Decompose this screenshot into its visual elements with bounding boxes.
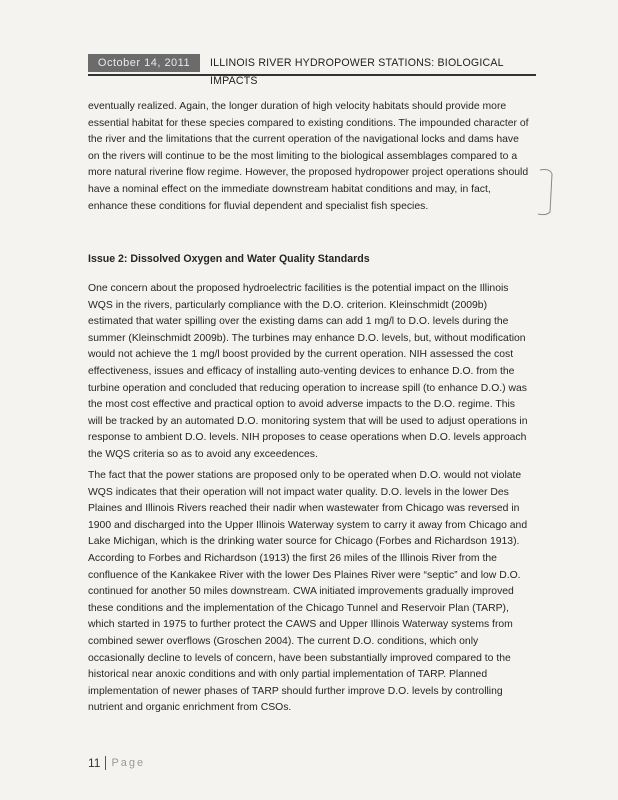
paragraph-3: The fact that the power stations are proposed only to be operated when D.O. would not violate WQS indicates that their operation will not impact water quality. D.O. levels in the lower Des Plaines and Illinois Rivers reached their nadir when wastewater from Chicago was reversed in 1900 and discharged into the Upper Illinois Waterway system to carry it away from Chicago and Lake Michigan, which is the drinking water source for Chicago (Forbes and Richardson 1913). According to Forbes and Richardson (1913) the first 26 miles of the Illinois River from the confluence of the Kankakee River with the lower Des Plaines River were “septic” and low D.O. continued for another 50 miles downstream. CWA initiated improvements gradually improved these conditions and the implementation of the Chicago Tunnel and Reservoir Plan (TARP), which started in 1975 to further protect the CAWS and Upper Illinois Waterway systems from combined sewer overflows (Groschen 2004). The current D.O. conditions, which only occasionally decline to levels of concern, have been substantially improved compared to the historical near anoxic conditions and with only partial implementation of TARP. Planned implementation of newer phases of TARP should further improve D.O. levels by controlling nutrient and organic enrichment from CSOs. <box>88 470 528 714</box>
paragraph-2: One concern about the proposed hydroelectric facilities is the potential impact on the Illinois WQS in the rivers, particularly compliance with the D.O. criterion. Kleinschmidt (2009b) estimated that water spilling over the existing dams can add 1 mg/l to D.O. levels during the summer (Kleinschmidt 2009b). The turbines may enhance D.O. levels, but, without modification would not achieve the 1 mg/l boost provided by the current operation. NIH assessed the cost effectiveness, issues and efficacy of installing auto-venting devices to enhance D.O. from the turbine operation and concluded that reducing operation to increase spill (to enhance D.O.) was the most cost effective and practical option to avoid adverse impacts to the D.O. regime. This will be tracked by an automated D.O. monitoring system that will be used to adjust operations in response to ambient D.O. levels. NIH proposes to cease operations when D.O. levels approach the WQS criteria so as to avoid any exceedences. <box>88 283 528 460</box>
page-number: 11 <box>88 756 101 770</box>
header-date: October 14, 2011 <box>88 54 200 72</box>
page-footer <box>88 756 145 770</box>
handwritten-mark-icon <box>536 160 576 220</box>
footer-divider <box>105 756 106 770</box>
page-label: Page <box>111 757 146 769</box>
page-header <box>88 54 536 87</box>
header-title: ILLINOIS RIVER HYDROPOWER STATIONS: BIOLOGICAL IMPACTS <box>210 57 504 87</box>
paragraph-1: eventually realized. Again, the longer duration of high velocity habitats should provide more essential habitat for these species compared to existing conditions. The impounded character of the river and the limitations that the current operation of the navigational locks and dams have on the rivers will continue to be the most limiting to the biological assemblages compared to a more natural riverine flow regime. However, the proposed hydropower project operations should have a nominal effect on the immediate downstream habitat conditions and may, in fact, enhance these conditions for fluvial dependent and specialist fish species. <box>88 101 529 212</box>
section-heading: Issue 2: Dissolved Oxygen and Water Quality Standards <box>88 253 370 265</box>
